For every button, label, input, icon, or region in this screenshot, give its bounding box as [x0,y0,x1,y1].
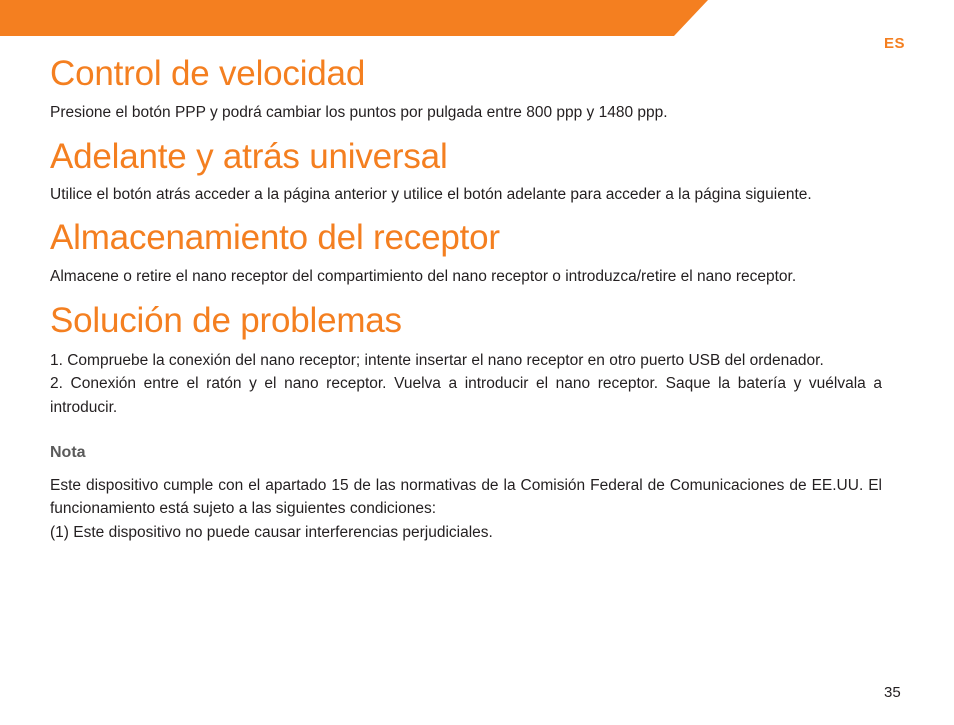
section-paragraph: Utilice el botón atrás acceder a la página anterior y utilice el botón adelante para acceder a la página siguiente. [50,185,812,203]
section-paragraph: Presione el botón PPP y podrá cambiar los puntos por pulgada entre 800 ppp y 1480 ppp. [50,104,668,121]
section-title: Almacenamiento del receptor [50,218,500,257]
section-troubleshooting [50,299,882,420]
language-tag: ES [884,35,906,52]
section-title: Solución de problemas [50,300,402,340]
section-receiver-storage [50,216,882,289]
page-content [50,52,882,545]
section-paragraph: Almacene o retire el nano receptor del compartimiento del nano receptor o introduzca/retire el nano receptor. [50,268,797,285]
section-forward-back [50,135,882,207]
section-title: Control de velocidad [50,54,366,93]
section-title: Adelante y atrás universal [50,136,448,176]
header-accent-bar [0,0,954,36]
section-paragraph: 2. Conexión entre el ratón y el nano receptor. Vuelva a introducir el nano receptor. Saque la batería y vuélvala a introducir. [50,375,882,416]
note-body [50,475,882,545]
section-paragraph: 1. Compruebe la conexión del nano receptor; intente insertar el nano receptor en otro puerto USB del ordenador. [50,351,824,369]
note-section [50,441,882,545]
note-heading: Nota [50,444,86,461]
note-paragraph: (1) Este dispositivo no puede causar interferencias perjudiciales. [50,524,493,541]
page-number: 35 [884,684,901,701]
header-accent-shape [0,0,708,36]
section-speed-control [50,52,882,125]
note-paragraph: Este dispositivo cumple con el apartado 15 de las normativas de la Comisión Federal de Comunicaciones de EE.UU. El funcionamiento está sujeto a las siguientes condiciones: [50,477,882,517]
